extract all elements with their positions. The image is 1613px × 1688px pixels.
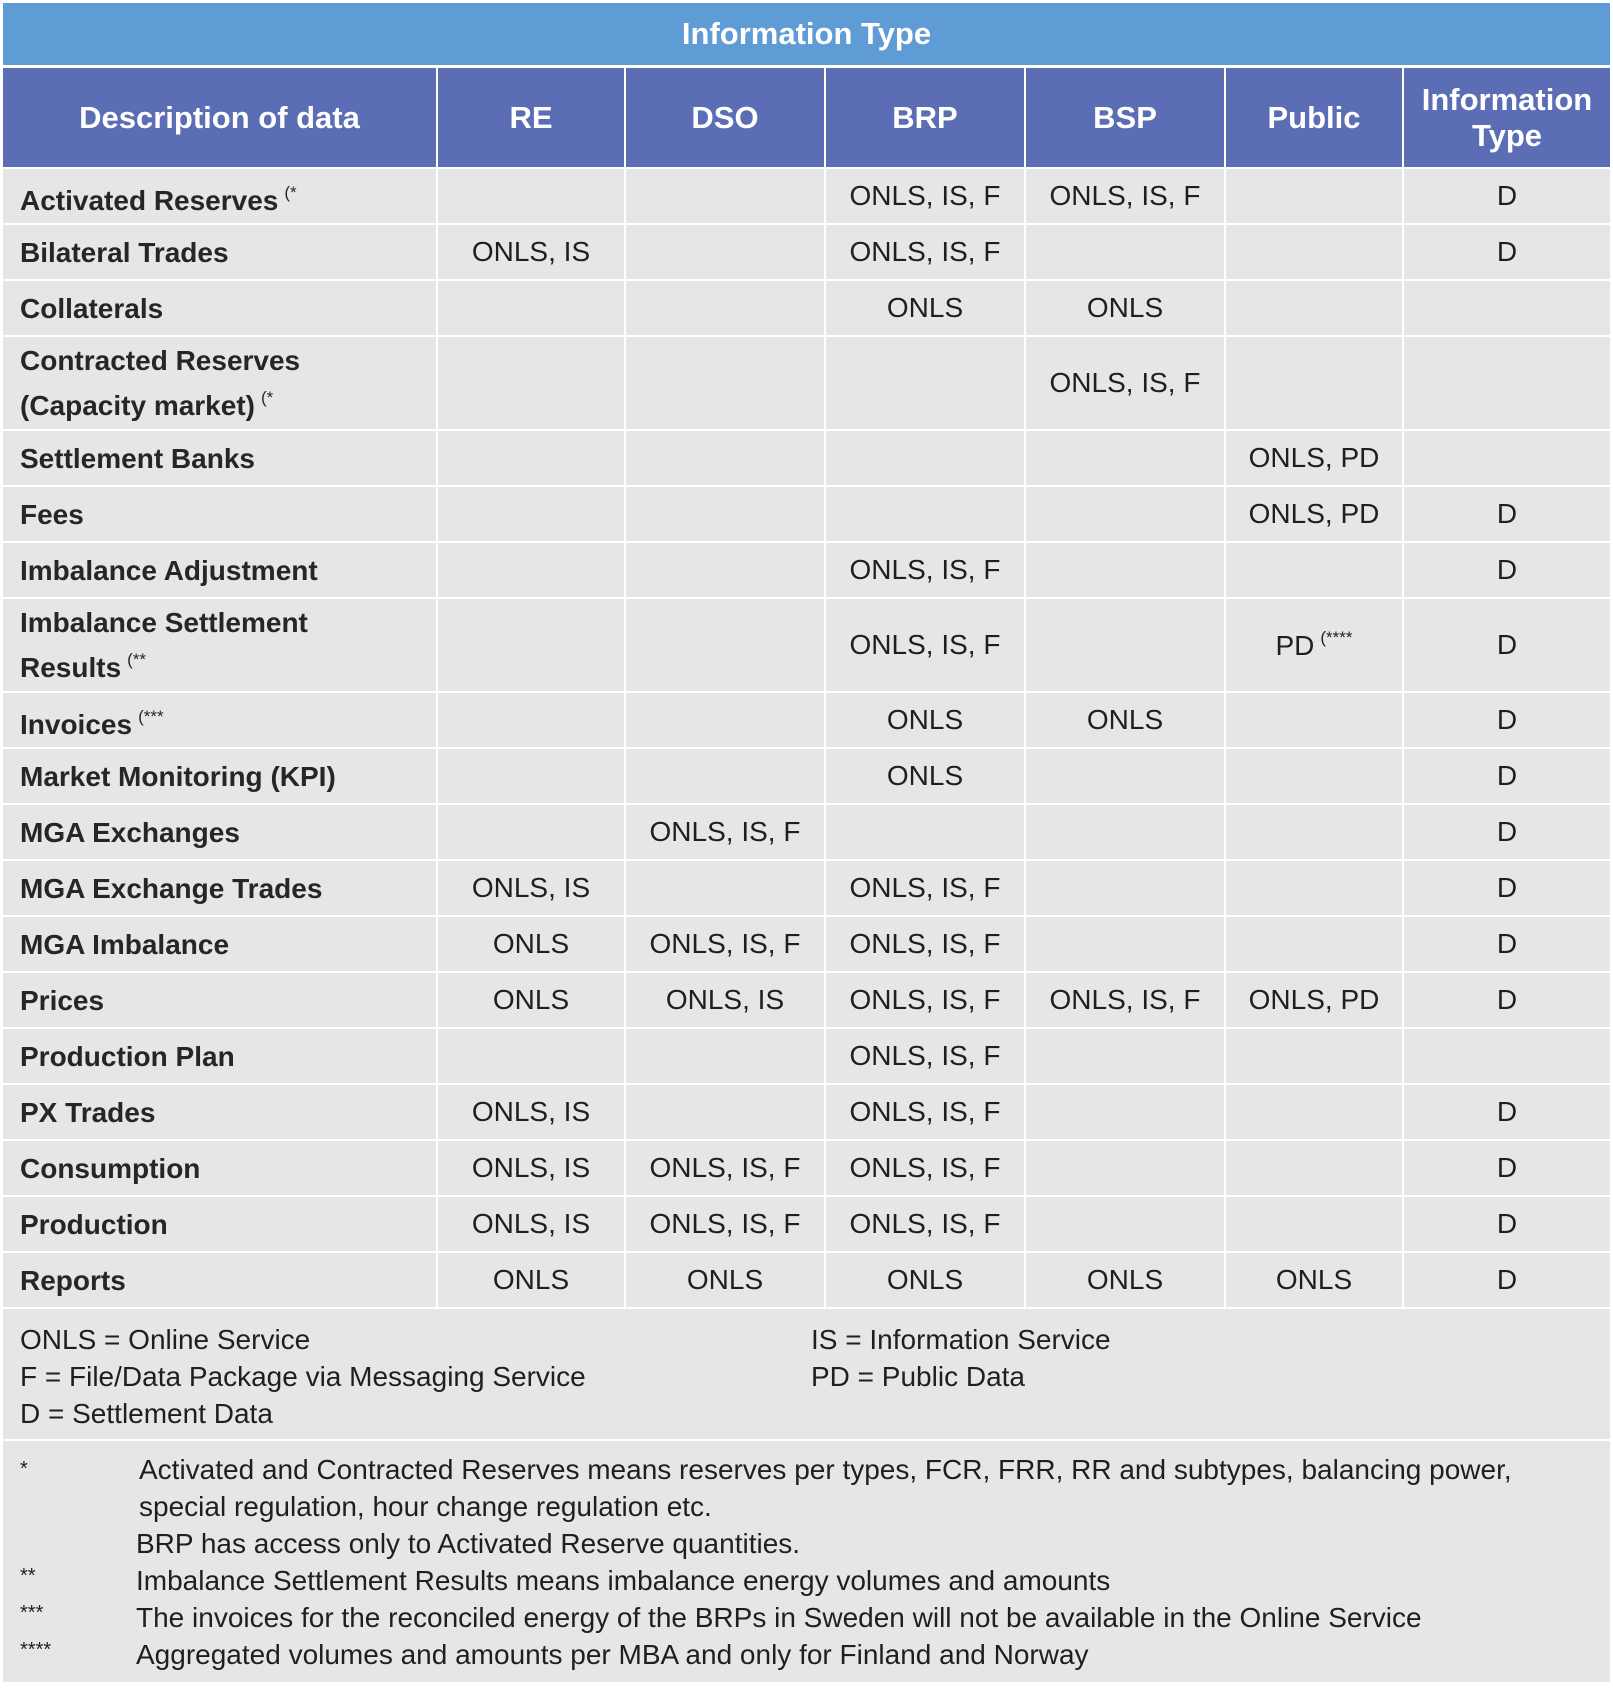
- description-text: MGA Imbalance: [20, 928, 230, 960]
- cell-information-type: [1403, 1084, 1610, 1140]
- cell-re: [437, 748, 625, 804]
- cell-value: D: [1496, 1208, 1518, 1239]
- cell-re: [437, 1196, 625, 1252]
- cell-re: [437, 1140, 625, 1196]
- col-header-brp: BRP: [825, 67, 1025, 169]
- cell-brp: [825, 430, 1025, 486]
- cell-information-type: [1403, 598, 1610, 692]
- cell-value: ONLS, IS, F: [1049, 180, 1201, 211]
- cell-dso: [625, 336, 825, 430]
- cell-bsp: [1025, 598, 1225, 692]
- table-body: [3, 168, 1610, 1307]
- cell-dso: [625, 1252, 825, 1307]
- description-text: Imbalance Adjustment: [20, 554, 318, 586]
- cell-information-type: [1403, 1196, 1610, 1252]
- cell-public: [1225, 1196, 1403, 1252]
- cell-value: ONLS, IS, F: [849, 236, 1001, 267]
- cell-bsp: [1025, 542, 1225, 598]
- cell-value: D: [1496, 180, 1518, 211]
- table-row: [3, 748, 1610, 804]
- cell-value: ONLS: [886, 292, 964, 323]
- cell-brp: [825, 168, 1025, 224]
- cell-dso: [625, 916, 825, 972]
- footnote-ref: (*: [284, 182, 297, 202]
- cell-value: ONLS: [886, 704, 964, 735]
- cell-value: ONLS, IS: [471, 872, 591, 903]
- cell-description: [3, 748, 437, 804]
- cell-dso: [625, 542, 825, 598]
- cell-information-type: [1403, 336, 1610, 430]
- top-header-banner: Information Type: [3, 3, 1610, 65]
- cell-public: [1225, 168, 1403, 224]
- col-header-re: RE: [437, 67, 625, 169]
- cell-value: ONLS: [492, 984, 570, 1015]
- cell-value: D: [1496, 1264, 1518, 1295]
- cell-brp: [825, 748, 1025, 804]
- cell-brp: [825, 1084, 1025, 1140]
- cell-bsp: [1025, 224, 1225, 280]
- description-text: Consumption: [20, 1152, 201, 1184]
- cell-value: ONLS, PD: [1248, 984, 1380, 1015]
- cell-value: ONLS, IS, F: [849, 1040, 1001, 1071]
- legend: [3, 1307, 1610, 1439]
- col-header-information-type: Information Type: [1403, 67, 1610, 169]
- cell-information-type: [1403, 804, 1610, 860]
- cell-re: [437, 486, 625, 542]
- cell-brp: [825, 860, 1025, 916]
- cell-value: D: [1496, 629, 1518, 660]
- cell-dso: [625, 748, 825, 804]
- footnote-ref: (***: [138, 706, 164, 726]
- cell-brp: [825, 1196, 1025, 1252]
- cell-description: [3, 280, 437, 336]
- description-text: Bilateral Trades: [20, 236, 229, 268]
- cell-bsp: [1025, 280, 1225, 336]
- cell-description: [3, 804, 437, 860]
- cell-public: [1225, 1028, 1403, 1084]
- cell-description: [3, 542, 437, 598]
- footnote-text: Imbalance Settlement Results means imbalance energy volumes and amounts: [136, 1565, 1111, 1596]
- cell-value: ONLS: [886, 760, 964, 791]
- cell-bsp: [1025, 1140, 1225, 1196]
- cell-public: [1225, 542, 1403, 598]
- cell-dso: [625, 692, 825, 748]
- table-row: [3, 916, 1610, 972]
- cell-description: [3, 916, 437, 972]
- cell-brp: [825, 486, 1025, 542]
- cell-bsp: [1025, 336, 1225, 430]
- table-row: [3, 336, 1610, 430]
- cell-value: ONLS, IS, F: [849, 872, 1001, 903]
- footnote-text: The invoices for the reconciled energy of the BRPs in Sweden will not be available in the Online Service: [136, 1602, 1422, 1633]
- cell-bsp: [1025, 804, 1225, 860]
- table-row: [3, 1084, 1610, 1140]
- cell-re: [437, 430, 625, 486]
- description-line: Imbalance Settlement: [20, 607, 308, 638]
- cell-information-type: [1403, 430, 1610, 486]
- footnote-marker: **: [20, 1565, 36, 1587]
- table-row: [3, 972, 1610, 1028]
- cell-description: [3, 336, 437, 430]
- description-text: MGA Exchange Trades: [20, 872, 323, 904]
- table-row: [3, 860, 1610, 916]
- table-row: [3, 224, 1610, 280]
- cell-value: ONLS, IS, F: [849, 554, 1001, 585]
- description-text: Market Monitoring (KPI): [20, 760, 336, 792]
- cell-bsp: [1025, 486, 1225, 542]
- cell-value: ONLS, IS, F: [849, 629, 1001, 660]
- cell-public: [1225, 224, 1403, 280]
- legend-item: ONLS = Online Service: [20, 1324, 311, 1355]
- description-text: PX Trades: [20, 1096, 156, 1128]
- cell-dso: [625, 972, 825, 1028]
- description-text: Production Plan: [20, 1040, 235, 1072]
- cell-public: [1225, 1084, 1403, 1140]
- cell-value: PD: [1275, 630, 1315, 661]
- footnote-ref: (**: [127, 650, 147, 669]
- cell-value: ONLS, IS, F: [649, 816, 801, 847]
- cell-dso: [625, 1196, 825, 1252]
- data-table: [3, 65, 1610, 1307]
- cell-public: [1225, 598, 1403, 692]
- description-text: Invoices: [20, 708, 133, 740]
- col-header-dso: DSO: [625, 67, 825, 169]
- cell-value: ONLS, IS: [471, 1152, 591, 1183]
- description-text: Prices: [20, 984, 105, 1016]
- cell-brp: [825, 336, 1025, 430]
- cell-value: ONLS: [1275, 1264, 1353, 1295]
- cell-information-type: [1403, 168, 1610, 224]
- cell-information-type: [1403, 224, 1610, 280]
- cell-value: D: [1496, 760, 1518, 791]
- cell-value: D: [1496, 554, 1518, 585]
- cell-description: [3, 1084, 437, 1140]
- cell-dso: [625, 860, 825, 916]
- description-text: (Capacity market): [20, 390, 255, 421]
- cell-value: D: [1496, 872, 1518, 903]
- cell-dso: [625, 280, 825, 336]
- cell-bsp: [1025, 860, 1225, 916]
- cell-bsp: [1025, 168, 1225, 224]
- footnote-ref: (*: [260, 388, 274, 407]
- cell-value: D: [1496, 704, 1518, 735]
- cell-brp: [825, 972, 1025, 1028]
- cell-brp: [825, 280, 1025, 336]
- cell-value: ONLS, IS: [471, 1208, 591, 1239]
- cell-value: ONLS, IS, F: [849, 984, 1001, 1015]
- cell-information-type: [1403, 542, 1610, 598]
- description-text: Fees: [20, 498, 84, 530]
- cell-brp: [825, 1028, 1025, 1084]
- cell-re: [437, 1084, 625, 1140]
- table-row: [3, 1252, 1610, 1307]
- legend-item: IS = Information Service: [811, 1324, 1111, 1355]
- cell-public: [1225, 916, 1403, 972]
- table-row: [3, 804, 1610, 860]
- cell-value: ONLS: [492, 1264, 570, 1295]
- cell-re: [437, 860, 625, 916]
- cell-re: [437, 168, 625, 224]
- footnote-line: BRP has access only to Activated Reserve quantities.: [136, 1528, 801, 1559]
- table-row: [3, 430, 1610, 486]
- cell-value: ONLS: [1086, 292, 1164, 323]
- cell-value: D: [1496, 498, 1518, 529]
- footnote-text: [139, 1451, 1599, 1525]
- table-row: [3, 692, 1610, 748]
- description-line: [20, 379, 430, 424]
- description-text: Results: [20, 652, 122, 683]
- table-row: [3, 542, 1610, 598]
- cell-brp: [825, 692, 1025, 748]
- cell-bsp: [1025, 1196, 1225, 1252]
- footnote-text: Aggregated volumes and amounts per MBA and only for Finland and Norway: [136, 1639, 1089, 1670]
- cell-value: ONLS, IS, F: [849, 1096, 1001, 1127]
- cell-bsp: [1025, 972, 1225, 1028]
- cell-information-type: [1403, 1140, 1610, 1196]
- cell-bsp: [1025, 692, 1225, 748]
- cell-value: ONLS: [492, 928, 570, 959]
- cell-dso: [625, 1084, 825, 1140]
- cell-public: [1225, 692, 1403, 748]
- cell-value: ONLS, IS: [665, 984, 785, 1015]
- cell-re: [437, 916, 625, 972]
- cell-public: [1225, 280, 1403, 336]
- cell-description: [3, 972, 437, 1028]
- cell-re: [437, 598, 625, 692]
- cell-value: ONLS, IS, F: [849, 1208, 1001, 1239]
- cell-re: [437, 336, 625, 430]
- cell-dso: [625, 1140, 825, 1196]
- col-header-public: Public: [1225, 67, 1403, 169]
- cell-re: [437, 692, 625, 748]
- cell-brp: [825, 916, 1025, 972]
- cell-bsp: [1025, 916, 1225, 972]
- cell-value: ONLS, IS, F: [649, 1152, 801, 1183]
- cell-value: ONLS, IS, F: [1049, 367, 1201, 398]
- footnote-marker: *: [20, 1458, 28, 1480]
- cell-value: ONLS, IS, F: [649, 1208, 801, 1239]
- cell-public: [1225, 1252, 1403, 1307]
- legend-item: D = Settlement Data: [20, 1398, 273, 1429]
- cell-brp: [825, 542, 1025, 598]
- cell-value: ONLS: [1086, 704, 1164, 735]
- cell-dso: [625, 430, 825, 486]
- cell-value: D: [1496, 1152, 1518, 1183]
- description-line: Contracted Reserves: [20, 345, 301, 376]
- description-text: Activated Reserves: [20, 184, 279, 216]
- cell-public: [1225, 804, 1403, 860]
- cell-description: [3, 692, 437, 748]
- cell-value: ONLS, IS: [471, 236, 591, 267]
- cell-information-type: [1403, 486, 1610, 542]
- legend-item: PD = Public Data: [811, 1361, 1025, 1392]
- cell-re: [437, 972, 625, 1028]
- cell-value: ONLS, IS, F: [849, 928, 1001, 959]
- column-header-row: [3, 67, 1610, 169]
- col-header-description: Description of data: [3, 67, 437, 169]
- cell-bsp: [1025, 1252, 1225, 1307]
- cell-brp: [825, 1140, 1025, 1196]
- cell-public: [1225, 1140, 1403, 1196]
- cell-dso: [625, 804, 825, 860]
- footnote-line: Activated and Contracted Reserves means reserves per types, FCR, FRR, RR and subtypes, balancing power,: [139, 1454, 1512, 1485]
- cell-dso: [625, 168, 825, 224]
- cell-information-type: [1403, 692, 1610, 748]
- cell-public: [1225, 336, 1403, 430]
- legend-left: [20, 1321, 586, 1432]
- footnote-line: special regulation, hour change regulation etc.: [139, 1491, 712, 1522]
- legend-item: F = File/Data Package via Messaging Service: [20, 1361, 586, 1392]
- cell-value: ONLS, IS, F: [649, 928, 801, 959]
- cell-dso: [625, 486, 825, 542]
- cell-description: [3, 1028, 437, 1084]
- cell-public: [1225, 748, 1403, 804]
- information-table: [3, 3, 1610, 1682]
- cell-value: ONLS, PD: [1248, 442, 1380, 473]
- cell-re: [437, 1028, 625, 1084]
- cell-value: D: [1496, 928, 1518, 959]
- cell-information-type: [1403, 860, 1610, 916]
- cell-brp: [825, 1252, 1025, 1307]
- cell-bsp: [1025, 430, 1225, 486]
- description-text: Settlement Banks: [20, 442, 255, 474]
- cell-value: ONLS: [886, 1264, 964, 1295]
- cell-value: D: [1496, 816, 1518, 847]
- cell-brp: [825, 224, 1025, 280]
- cell-value: D: [1496, 1096, 1518, 1127]
- cell-dso: [625, 224, 825, 280]
- cell-value: ONLS, IS: [471, 1096, 591, 1127]
- cell-re: [437, 1252, 625, 1307]
- table-row: [3, 1196, 1610, 1252]
- cell-bsp: [1025, 1028, 1225, 1084]
- cell-dso: [625, 1028, 825, 1084]
- footnote-ref: (****: [1320, 628, 1353, 647]
- legend-right: [811, 1321, 1111, 1395]
- cell-public: [1225, 972, 1403, 1028]
- table-row: [3, 1140, 1610, 1196]
- cell-description: [3, 224, 437, 280]
- cell-information-type: [1403, 916, 1610, 972]
- description-text: Production: [20, 1208, 168, 1240]
- cell-value: ONLS, IS, F: [849, 1152, 1001, 1183]
- cell-information-type: [1403, 1252, 1610, 1307]
- cell-public: [1225, 430, 1403, 486]
- cell-value: D: [1496, 236, 1518, 267]
- cell-value: ONLS, IS, F: [849, 180, 1001, 211]
- cell-bsp: [1025, 748, 1225, 804]
- cell-description: [3, 1140, 437, 1196]
- description-text: MGA Exchanges: [20, 816, 240, 848]
- footnote-marker: ****: [20, 1639, 52, 1661]
- cell-brp: [825, 598, 1025, 692]
- table-row: [3, 168, 1610, 224]
- cell-description: [3, 1252, 437, 1307]
- cell-value: ONLS, PD: [1248, 498, 1380, 529]
- table-row: [3, 598, 1610, 692]
- cell-description: [3, 598, 437, 692]
- description-text: Reports: [20, 1264, 126, 1296]
- cell-description: [3, 486, 437, 542]
- cell-value: ONLS: [1086, 1264, 1164, 1295]
- table-row: [3, 280, 1610, 336]
- cell-re: [437, 542, 625, 598]
- description-line: [20, 641, 430, 686]
- col-header-bsp: BSP: [1025, 67, 1225, 169]
- cell-public: [1225, 860, 1403, 916]
- cell-brp: [825, 804, 1025, 860]
- cell-value: D: [1496, 984, 1518, 1015]
- cell-re: [437, 224, 625, 280]
- cell-bsp: [1025, 1084, 1225, 1140]
- cell-information-type: [1403, 748, 1610, 804]
- cell-information-type: [1403, 972, 1610, 1028]
- table-row: [3, 486, 1610, 542]
- cell-information-type: [1403, 1028, 1610, 1084]
- cell-description: [3, 1196, 437, 1252]
- cell-value: ONLS: [686, 1264, 764, 1295]
- cell-public: [1225, 486, 1403, 542]
- cell-dso: [625, 598, 825, 692]
- table-row: [3, 1028, 1610, 1084]
- cell-re: [437, 804, 625, 860]
- cell-re: [437, 280, 625, 336]
- cell-description: [3, 168, 437, 224]
- description-text: Collaterals: [20, 292, 164, 324]
- cell-value: ONLS, IS, F: [1049, 984, 1201, 1015]
- cell-description: [3, 430, 437, 486]
- footnotes: [3, 1439, 1610, 1682]
- cell-description: [3, 860, 437, 916]
- footnote-marker: ***: [20, 1602, 44, 1624]
- cell-information-type: [1403, 280, 1610, 336]
